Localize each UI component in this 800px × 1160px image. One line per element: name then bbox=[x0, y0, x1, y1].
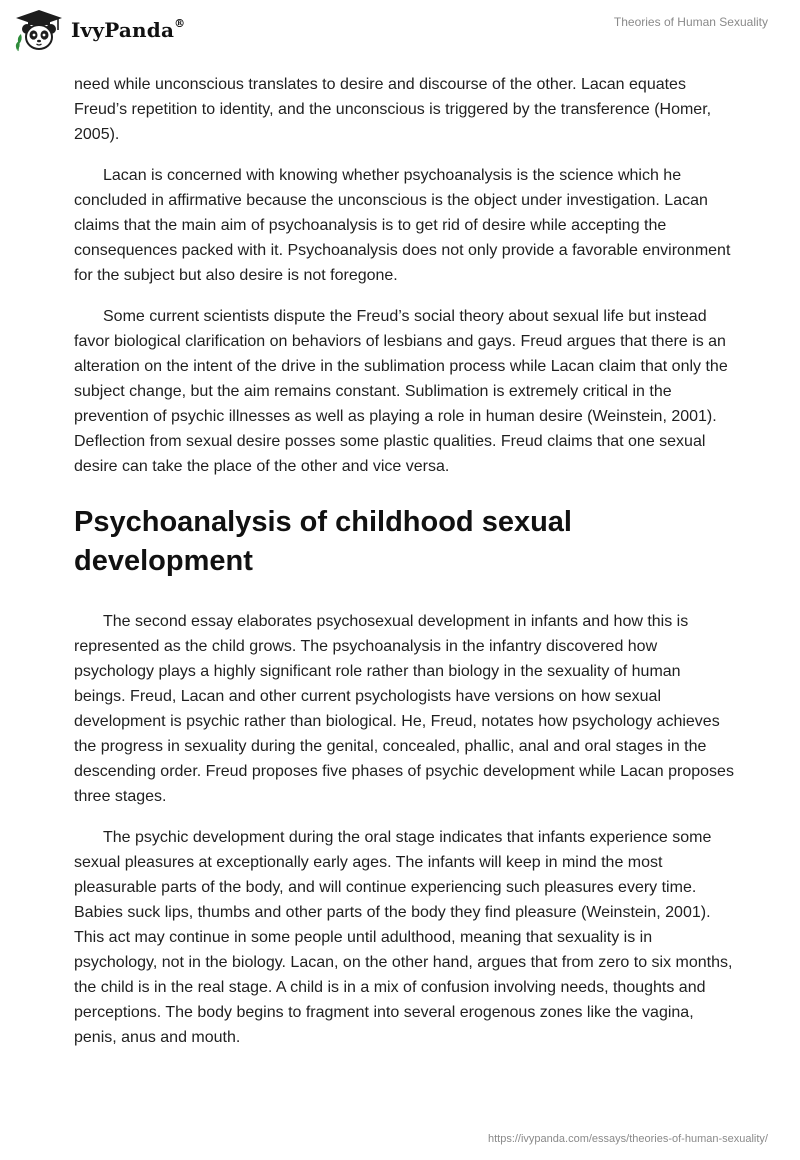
essay-body bbox=[74, 72, 734, 1066]
paragraph-5: The psychic development during the oral stage indicates that infants experience some sexual pleasures at exceptionally early ages. The infants will keep in mind the most pleasurable parts of the body, and will continue experiencing such pleasures every time. Babies suck lips, thumbs and other parts of the body they find pleasure (Weinstein, 2001). This act may continue in some people until adulthood, meaning that sexuality is in psychology, not in the biology. Lacan, on the other hand, argues that from zero to six months, the child is in the real stage. A child is in a mix of confusion involving needs, thoughts and perceptions. The body begins to fragment into several erogenous zones like the vagina, penis, anus and mouth. bbox=[74, 829, 733, 1046]
panda-graduate-icon bbox=[14, 8, 64, 52]
section-heading: Psychoanalysis of childhood sexual development bbox=[74, 506, 572, 577]
logo[interactable] bbox=[14, 8, 185, 52]
paragraph-4: The second essay elaborates psychosexual development in infants and how this is represented as the child grows. The psychoanalysis in the infantry discovered how psychology plays a highly significant role rather than biology in the sexuality of human beings. Freud, Lacan and other current psychologists have versions on how sexual development is psychic rather than biological. He, Freud, notates how psychology achieves the progress in sexuality during the genital, concealed, phallic, anal and oral stages in the descending order. Freud proposes five phases of psychic development while Lacan proposes three stages. bbox=[74, 613, 734, 805]
paragraph-2: Lacan is concerned with knowing whether psychoanalysis is the science which he concluded in affirmative because the unconscious is the object under investigation. Lacan claims that the main aim of psychoanalysis is to get rid of desire while accepting the consequences packed with it. Psychoanalysis does not only provide a favorable environment for the subject but also desire is not foregone. bbox=[74, 167, 731, 284]
page-header bbox=[0, 0, 800, 70]
document-title: Theories of Human Sexuality bbox=[613, 15, 768, 29]
logo-text: IvyPanda® bbox=[71, 17, 186, 42]
paragraph-1: need while unconscious translates to desire and discourse of the other. Lacan equates Freud’s repetition to identity, and the unconscious is triggered by the transference (Homer, 2005). bbox=[74, 76, 712, 143]
paragraph-3: Some current scientists dispute the Freud’s social theory about sexual life but instead favor biological clarification on behaviors of lesbians and gays. Freud argues that there is an alteration on the intent of the drive in the sublimation process while Lacan claim that only the subject change, but the aim remains constant. Sublimation is extremely critical in the prevention of psychic illnesses as well as playing a role in human desire (Weinstein, 2001). Deflection from sexual desire posses some plastic qualities. Freud claims that one sexual desire can take the place of the other and vice versa. bbox=[74, 308, 728, 475]
footer-url[interactable]: https://ivypanda.com/essays/theories-of-human-sexuality/ bbox=[487, 1133, 768, 1145]
